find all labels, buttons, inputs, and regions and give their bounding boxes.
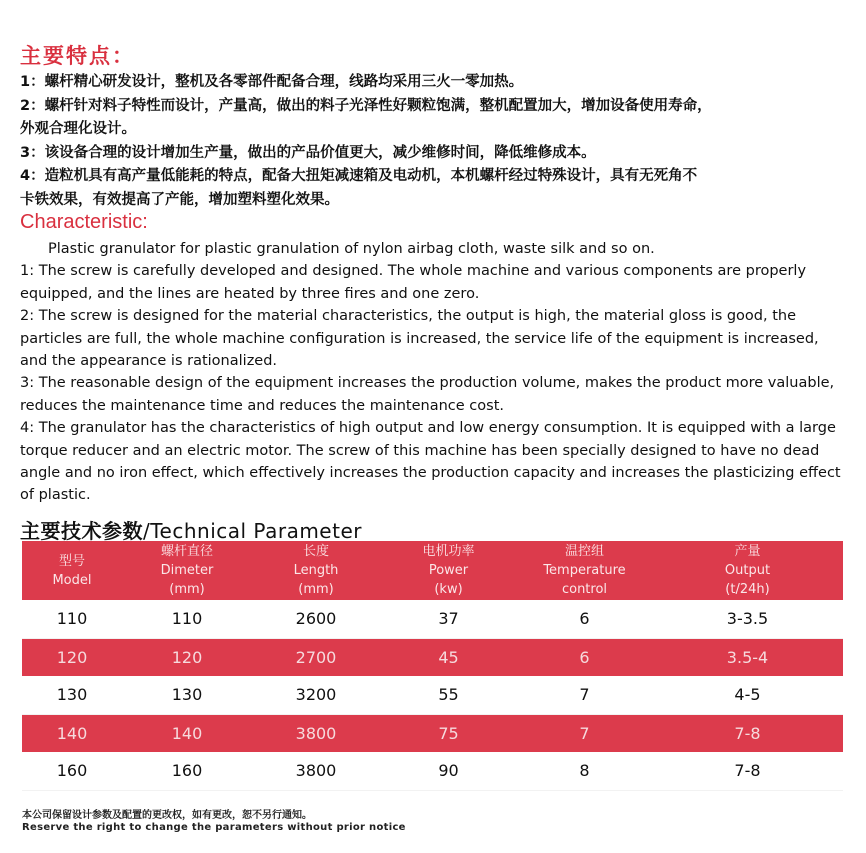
features-en-point-2: 2: The screw is designed for the material characteristics, the output is high, the material gloss is good, the particles are full, the whole machine configuration is increased, the service life of the equipment is increased, and the appearance is rationalized. [20,308,819,370]
cell-output: 7-8 [652,752,843,790]
cell-model: 110 [22,600,122,638]
note-en: Reserve the right to change the parameters without prior notice [22,822,406,833]
cell-length: 3800 [252,752,380,790]
header-length-cn: 长度 [302,544,329,559]
cell-power: 45 [438,647,459,667]
params-header-row [22,541,843,600]
features-cn-line-2: 2：螺杆针对料子特性而设计，产量高，做出的料子光泽性好颗粒饱满，整机配置加大，增加设备使用寿命， [20,98,712,114]
table-row [22,714,843,752]
params-title [20,515,362,544]
cell-temperature: 7 [579,723,590,743]
cell-output: 7-8 [734,723,761,743]
features-en-title: Characteristic: [20,211,148,233]
cell-output: 4-5 [652,676,843,714]
header-temperature-en: Temperature [543,563,626,578]
features-cn-line-6: 卡铁效果，有效提高了产能，增加塑料塑化效果。 [20,192,339,208]
header-output-en: Output [724,563,771,578]
header-dimeter-en: Dimeter [160,563,214,578]
cell-dimeter: 120 [171,647,203,667]
header-dimeter-unit: (mm) [169,582,205,597]
cell-length: 2700 [295,647,337,667]
header-model-en: Model [52,572,92,588]
cell-dimeter: 130 [122,676,252,714]
cell-dimeter: 110 [122,600,252,638]
cell-length: 3800 [295,723,337,743]
header-power [380,541,517,600]
features-en-block [20,238,850,507]
features-cn-line-5: 4：造粒机具有高产量低能耗的特点，配备大扭矩减速箱及电动机，本机螺杆经过特殊设计，具有无死角不 [20,168,698,184]
header-output [652,541,843,600]
header-temperature-cn: 温控组 [564,544,604,559]
cell-power: 75 [438,723,459,743]
header-dimeter-cn: 螺杆直径 [160,544,213,559]
header-temperature [517,541,652,600]
cell-power: 55 [380,676,517,714]
params-table [22,541,843,791]
cell-temperature: 7 [517,676,652,714]
cell-model: 130 [22,676,122,714]
header-dimeter [122,541,252,600]
header-power-cn: 电机功率 [422,544,475,559]
cell-dimeter: 140 [171,723,203,743]
features-en-point-4: 4: The granulator has the characteristics of high output and low energy consumption. It is equipped with a large torque reducer and an electric motor. The screw of this machine has been specially designed to have no dead angle and no iron effect, which effectively increases the production capacity and increases the plasticizing effect of plastic. [20,420,841,504]
header-model [22,541,122,600]
cell-length: 3200 [252,676,380,714]
cell-model: 140 [56,723,88,743]
cell-model: 120 [56,647,88,667]
table-row [22,638,843,676]
features-cn-line-1: 1：螺杆精心研发设计，整机及各零部件配备合理，线路均采用三火一零加热。 [20,74,524,90]
header-model-cn: 型号 [58,553,85,569]
cell-model: 160 [22,752,122,790]
features-en-intro: Plastic granulator for plastic granulation of nylon airbag cloth, waste silk and so on. [48,241,655,257]
cell-dimeter: 160 [122,752,252,790]
table-row [22,600,843,638]
features-cn-line-3: 外观合理化设计。 [20,121,136,137]
header-power-unit: (kw) [434,582,463,597]
cell-temperature: 8 [517,752,652,790]
header-length [252,541,380,600]
cell-power: 90 [380,752,517,790]
cell-output: 3.5-4 [726,647,769,667]
params-title-en: /Technical Parameter [143,519,362,543]
header-output-cn: 产量 [734,544,761,559]
cell-output: 3-3.5 [652,600,843,638]
features-en-point-1: 1: The screw is carefully developed and designed. The whole machine and various components are properly equipped, and the lines are heated by three fires and one zero. [20,263,807,302]
header-output-unit: (t/24h) [725,582,770,597]
table-row [22,676,843,714]
table-row [22,752,843,790]
cell-temperature: 6 [517,600,652,638]
params-title-cn: 主要技术参数 [20,519,143,543]
header-length-unit: (mm) [298,582,334,597]
header-power-en: Power [428,563,469,578]
header-length-en: Length [293,563,339,578]
cell-length: 2600 [252,600,380,638]
features-cn-line-4: 3：该设备合理的设计增加生产量，做出的产品价值更大，减少维修时间，降低维修成本。 [20,145,596,161]
features-en-point-3: 3: The reasonable design of the equipment increases the production volume, makes the product more valuable, reduces the maintenance time and reduces the maintenance cost. [20,375,835,414]
note-cn: 本公司保留设计参数及配置的更改权，如有更改，恕不另行通知。 [22,810,312,821]
header-temperature-en2: control [561,582,608,597]
features-cn-title: 主要特点： [20,44,135,68]
cell-temperature: 6 [579,647,590,667]
cell-power: 37 [380,600,517,638]
